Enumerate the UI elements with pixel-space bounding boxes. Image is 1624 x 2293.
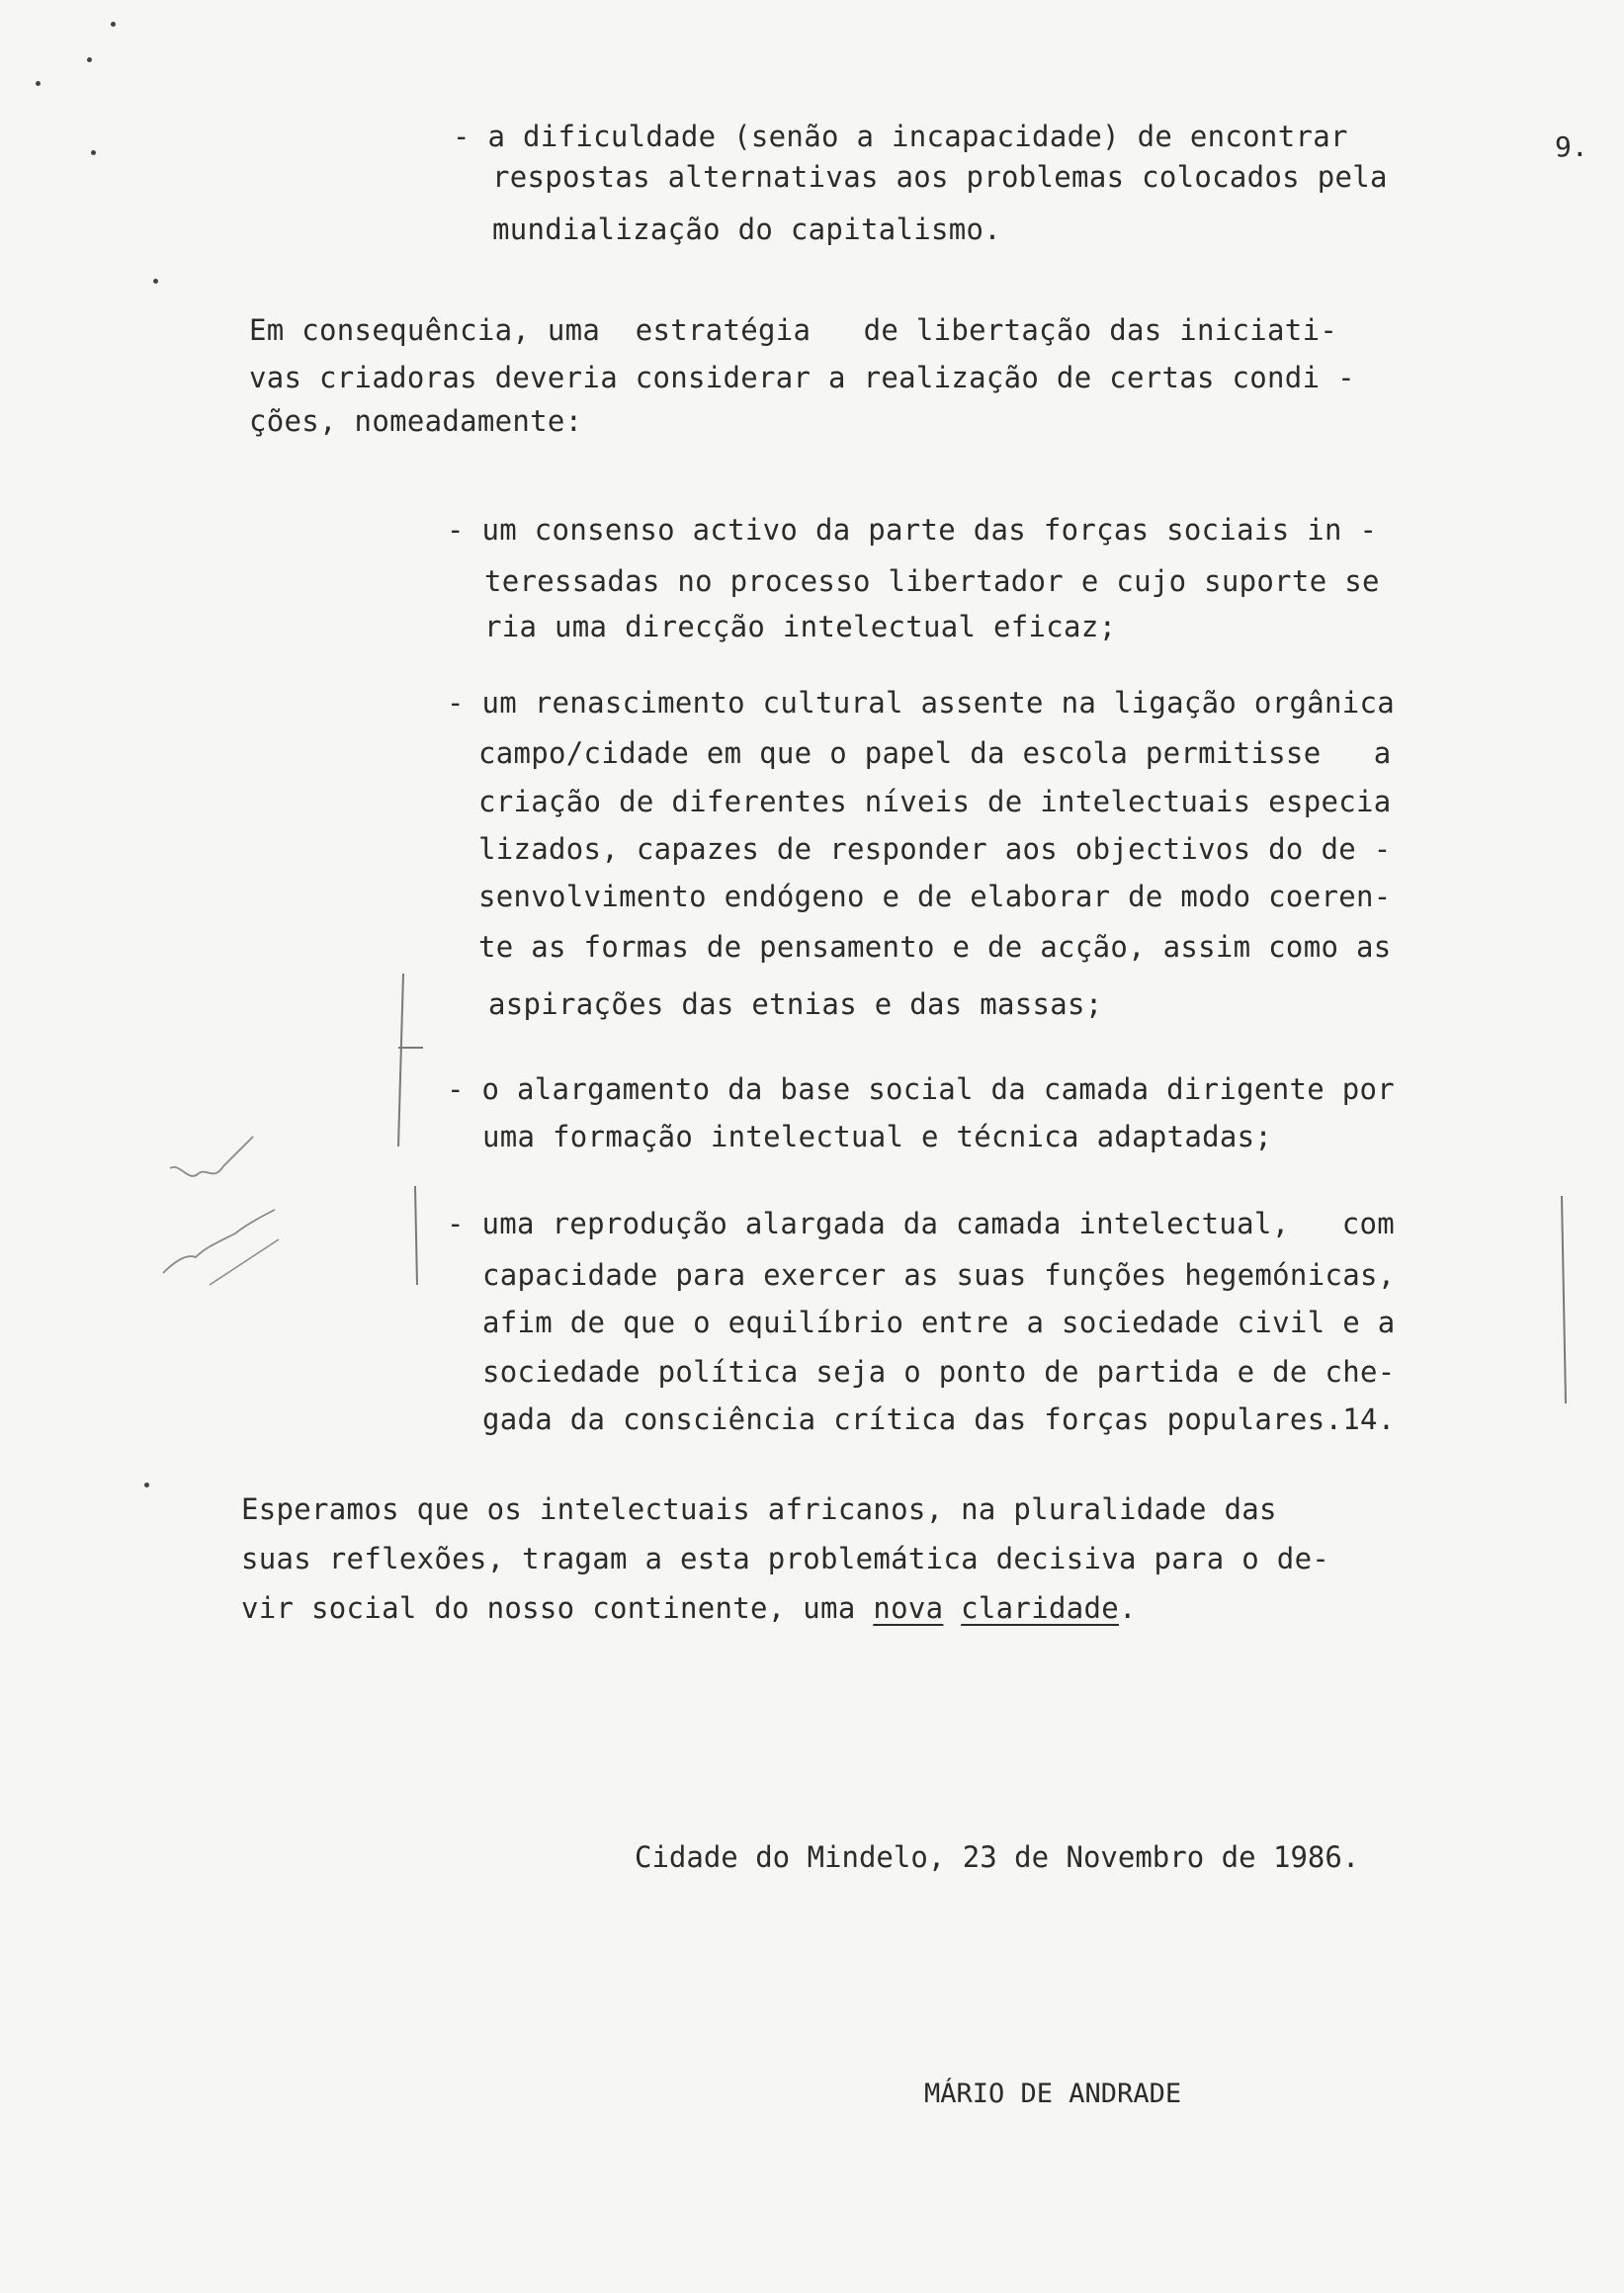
bullet-2-line-2: campo/cidade em que o papel da escola permitisse a [478,736,1392,770]
underlined-word-claridade: claridade [961,1591,1119,1625]
paragraph-line-2: vas criadoras deveria considerar a realização de certas condi - [249,361,1355,394]
bullet-4-line-3: afim de que o equilíbrio entre a sociedade civil e a [482,1306,1396,1339]
bullet-2-line-7: aspirações das etnias e das massas; [488,987,1103,1021]
date-line: Cidade do Mindelo, 23 de Novembro de 1986. [635,1840,1360,1874]
intro-line-1: - a dificuldade (senão a incapacidade) de encontrar [453,120,1348,153]
bullet-4-line-1: - uma reprodução alargada da camada intelectual, com [447,1207,1396,1240]
bullet-1-line-1: - um consenso activo da parte das forças sociais in - [447,513,1378,547]
bullet-1-line-3: ria uma direcção intelectual eficaz; [484,610,1117,643]
paragraph-line-3: ções, nomeadamente: [249,404,583,438]
signature: MÁRIO DE ANDRADE [924,2079,1182,2109]
bullet-3-line-2: uma formação intelectual e técnica adaptadas; [482,1120,1273,1153]
bullet-1-line-2: teressadas no processo libertador e cujo suporte se [484,564,1380,598]
handwritten-note-scribble-1 [170,1137,253,1176]
bullet-2-line-6: te as formas de pensamento e de acção, assim como as [478,930,1392,964]
paragraph-line-1: Em consequência, uma estratégia de libertação das iniciati- [249,313,1338,347]
left-margin-line [415,1186,417,1285]
underlined-word-nova: nova [873,1591,944,1625]
bullet-2-line-4: lizados, capazes de responder aos objectivos do de - [478,832,1392,866]
bullet-2-line-5: senvolvimento endógeno e de elaborar de modo coeren- [478,880,1392,913]
handwritten-note-stroke [210,1239,279,1285]
bullet-4-line-4: sociedade política seja o ponto de partida e de che- [482,1355,1396,1389]
right-margin-line [1562,1196,1566,1403]
page-number: 9. [1555,130,1588,163]
handwritten-note-scribble-2 [163,1210,275,1273]
closing-line-3-end: . [1119,1591,1137,1625]
closing-line-3-start: vir social do nosso continente, uma [241,1591,874,1625]
bullet-2-line-3: criação de diferentes níveis de intelectuais especia [478,785,1392,818]
intro-line-3: mundialização do capitalismo. [492,212,1002,246]
closing-line-1: Esperamos que os intelectuais africanos, na pluralidade das [241,1492,1277,1526]
intro-line-2: respostas alternativas aos problemas colocados pela [492,160,1388,194]
bullet-4-line-2: capacidade para exercer as suas funções hegemónicas, [482,1258,1396,1292]
closing-line-2: suas reflexões, tragam a esta problemática decisiva para o de- [241,1542,1330,1575]
bullet-4-line-5: gada da consciência crítica das forças populares.14. [482,1402,1396,1436]
bullet-2-line-1: - um renascimento cultural assente na ligação orgânica [447,686,1396,720]
left-margin-bracket [398,974,403,1146]
bullet-3-line-1: - o alargamento da base social da camada dirigente por [447,1072,1396,1106]
